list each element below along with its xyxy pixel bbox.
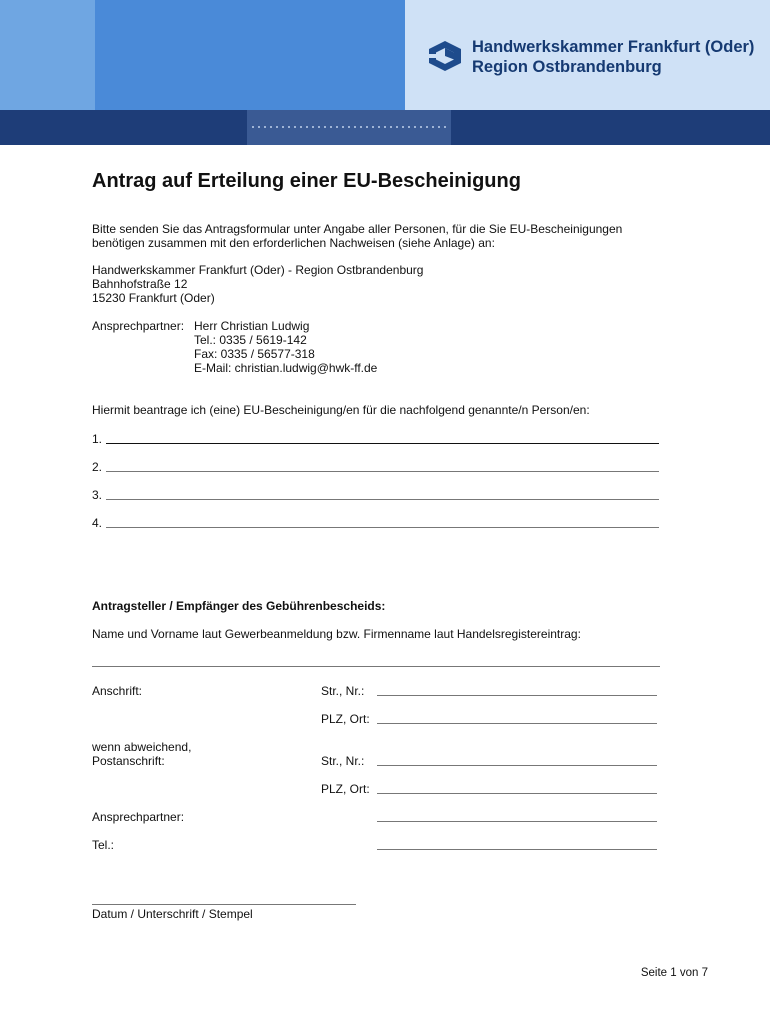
applicant-tel-field[interactable] — [377, 849, 657, 850]
contact-tel: Tel.: 0335 / 5619-142 — [194, 333, 307, 347]
applicant-name-label: Name und Vorname laut Gewerbeanmeldung bzw. Firmenname laut Handelsregistereintrag: — [92, 627, 581, 641]
signature-field[interactable] — [92, 904, 356, 905]
intro-line-1: Bitte senden Sie das Antragsformular unter Angabe aller Personen, für die Sie EU-Bescheinigungen — [92, 222, 623, 236]
applicant-contact-label: Ansprechpartner: — [92, 810, 185, 824]
alt-address-label-2: Postanschrift: — [92, 754, 165, 768]
person-3-field[interactable] — [106, 499, 659, 500]
hwk-logo-icon — [428, 40, 462, 72]
contact-fax: Fax: 0335 / 56577-318 — [194, 347, 315, 361]
address-line-2: Bahnhofstraße 12 — [92, 277, 188, 291]
alt-street-label: Str., Nr.: — [321, 754, 365, 768]
applicant-heading: Antragsteller / Empfänger des Gebührenbescheids: — [92, 599, 386, 613]
plz-field[interactable] — [377, 723, 657, 724]
page-number: Seite 1 von 7 — [640, 967, 708, 979]
applicant-tel-label: Tel.: — [92, 838, 115, 852]
intro-line-2: benötigen zusammen mit den erforderlichen Nachweisen (siehe Anlage) an: — [92, 236, 495, 250]
person-2-field[interactable] — [106, 471, 659, 472]
person-4-field[interactable] — [106, 527, 659, 528]
alt-plz-label: PLZ, Ort: — [321, 782, 370, 796]
organization-name — [472, 37, 754, 77]
person-1-field[interactable] — [106, 443, 659, 444]
organization-line-2: Region Ostbrandenburg — [472, 58, 662, 76]
applicant-contact-field[interactable] — [377, 821, 657, 822]
person-number-1: 1. — [92, 432, 103, 446]
page-header — [0, 0, 770, 145]
header-block-mid — [95, 0, 405, 110]
address-line-3: 15230 Frankfurt (Oder) — [92, 291, 215, 305]
organization-line-1: Handwerkskammer Frankfurt (Oder) — [472, 38, 755, 56]
request-text: Hiermit beantrage ich (eine) EU-Bescheinigung/en für die nachfolgend genannte/n Person/en: — [92, 403, 590, 417]
signature-label: Datum / Unterschrift / Stempel — [92, 907, 253, 921]
address-label: Anschrift: — [92, 684, 143, 698]
alt-street-field[interactable] — [377, 765, 657, 766]
page-title: Antrag auf Erteilung einer EU-Bescheinigung — [92, 170, 521, 192]
alt-plz-field[interactable] — [377, 793, 657, 794]
contact-label: Ansprechpartner: — [92, 319, 185, 333]
header-block-light — [0, 0, 95, 110]
contact-name: Herr Christian Ludwig — [194, 319, 310, 333]
alt-address-label-1: wenn abweichend, — [92, 740, 192, 754]
header-bar-dots — [252, 126, 447, 128]
street-label: Str., Nr.: — [321, 684, 365, 698]
person-number-2: 2. — [92, 460, 103, 474]
person-number-3: 3. — [92, 488, 103, 502]
plz-label: PLZ, Ort: — [321, 712, 370, 726]
contact-email[interactable]: E-Mail: christian.ludwig@hwk-ff.de — [194, 361, 378, 375]
address-line-1: Handwerkskammer Frankfurt (Oder) - Region Ostbrandenburg — [92, 263, 424, 277]
street-field[interactable] — [377, 695, 657, 696]
applicant-name-field[interactable] — [92, 666, 660, 667]
person-number-4: 4. — [92, 516, 103, 530]
